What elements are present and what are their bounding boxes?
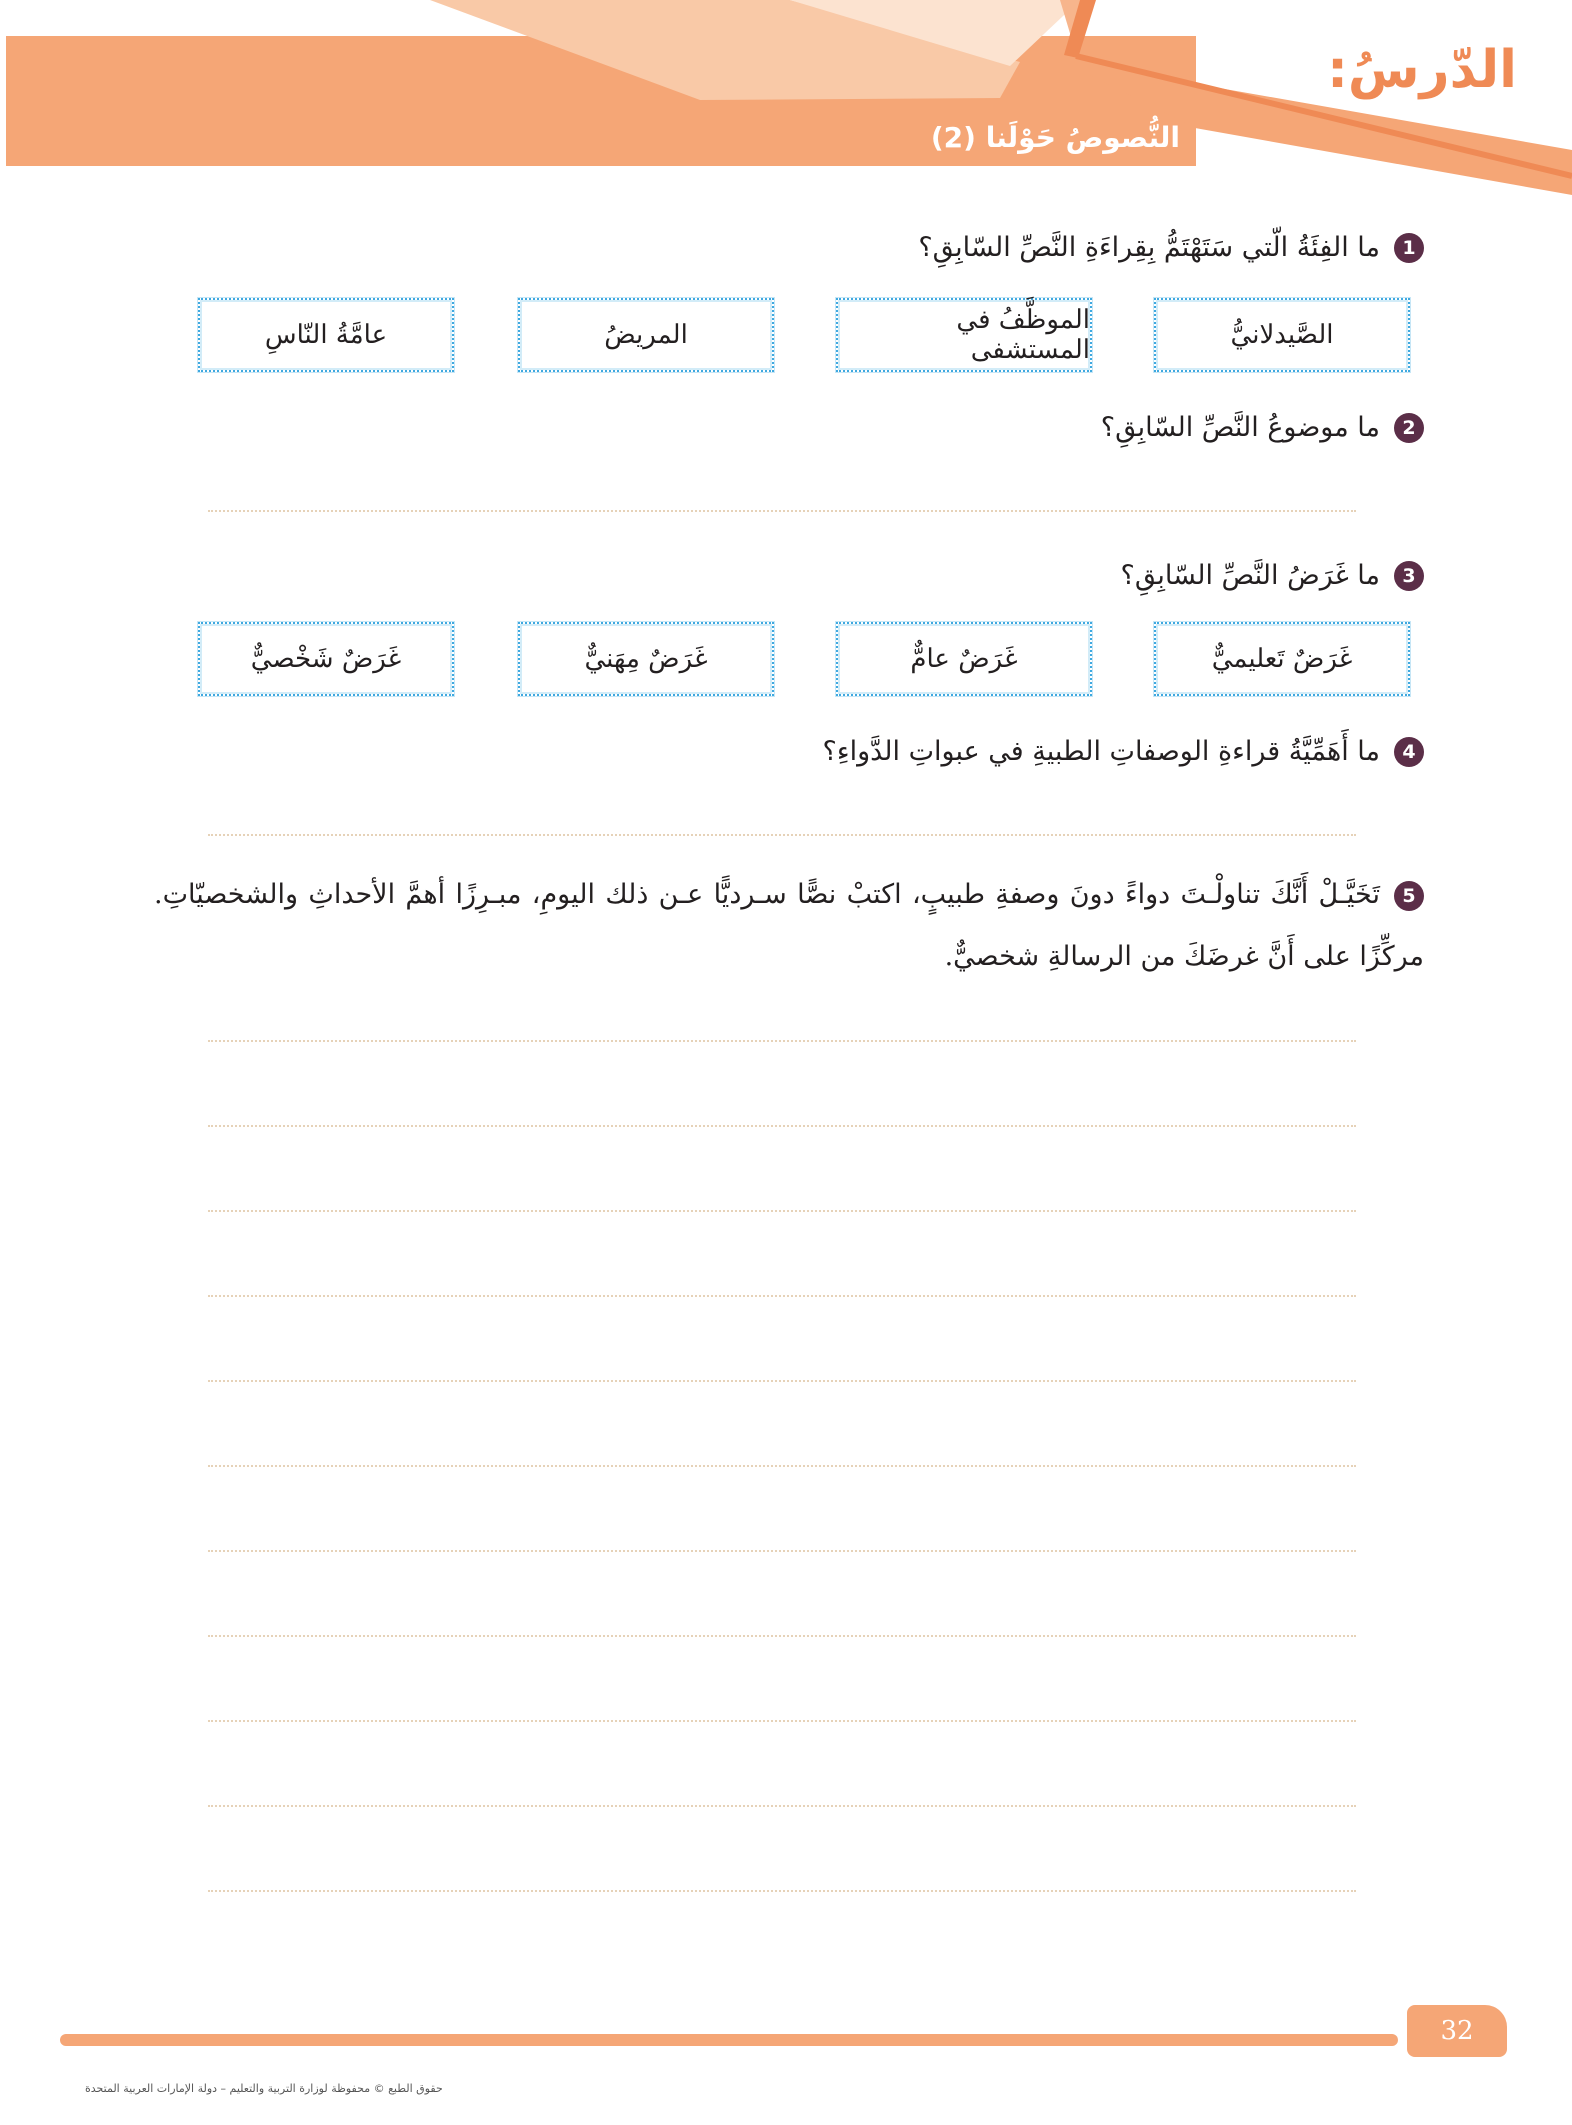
question-5: [154, 864, 1424, 988]
question-text: ما غَرَضُ النَّصِّ السّابِقِ؟: [1120, 560, 1380, 591]
option-general-purpose[interactable]: غَرَضٌ عامٌّ: [836, 622, 1092, 696]
writing-line[interactable]: [208, 1890, 1356, 1892]
writing-line[interactable]: [208, 1720, 1356, 1722]
answer-line[interactable]: [208, 834, 1356, 836]
writing-line[interactable]: [208, 1550, 1356, 1552]
question-number: 1: [1394, 233, 1424, 263]
question-text: ما موضوعُ النَّصِّ السّابِقِ؟: [1100, 412, 1380, 443]
question-number: 3: [1394, 561, 1424, 591]
question-number: 5: [1394, 881, 1424, 911]
question-4: [823, 732, 1424, 772]
option-patient[interactable]: المريضُ: [518, 298, 774, 372]
option-general-public[interactable]: عامَّةُ النّاسِ: [198, 298, 454, 372]
writing-line[interactable]: [208, 1040, 1356, 1042]
question-text: ما أَهَمِّيَّةُ قراءةِ الوصفاتِ الطبيةِ في عبواتِ الدَّواءِ؟: [822, 736, 1380, 767]
writing-line[interactable]: [208, 1210, 1356, 1212]
option-pharmacist[interactable]: الصَّيدلانيُّ: [1154, 298, 1410, 372]
question-3: [1121, 556, 1424, 596]
header-banner: [0, 0, 1572, 200]
option-personal-purpose[interactable]: غَرَضٌ شَخْصيٌّ: [198, 622, 454, 696]
question-number: 2: [1394, 413, 1424, 443]
answer-line[interactable]: [208, 510, 1356, 512]
writing-line[interactable]: [208, 1125, 1356, 1127]
question-number: 4: [1394, 737, 1424, 767]
question-1: [918, 228, 1424, 268]
page-number: 32: [1407, 2005, 1507, 2057]
writing-line[interactable]: [208, 1635, 1356, 1637]
question-text: تَخَيَّـلْ أَنَّكَ تناولْـتَ دواءً دونَ وصفةِ طبيبٍ، اكتبْ نصًّا سـرديًّا عـن ذلك اليومِ، مبـرِزًا أهمَّ الأحداثِ والشخصيّاتِ. مركِّزًا على أَنَّ غرضَكَ من الرسالةِ شخصيٌّ.: [154, 879, 1424, 972]
writing-line[interactable]: [208, 1380, 1356, 1382]
option-professional-purpose[interactable]: غَرَضٌ مِهَنيٌّ: [518, 622, 774, 696]
copyright-note: حقوق الطبع © محفوظة لوزارة التربية والتعليم – دولة الإمارات العربية المتحدة: [85, 2082, 443, 2095]
footer-bar: [60, 2034, 1398, 2046]
writing-line[interactable]: [208, 1465, 1356, 1467]
writing-line[interactable]: [208, 1805, 1356, 1807]
option-educational-purpose[interactable]: غَرَضٌ تَعليميٌّ: [1154, 622, 1410, 696]
question-text: ما الفِئَةُ الّتي سَتَهْتَمُّ بِقِراءَةِ النَّصِّ السّابِقِ؟: [918, 232, 1380, 263]
question-2: [1101, 408, 1424, 448]
writing-line[interactable]: [208, 1295, 1356, 1297]
lesson-title: النُّصوصُ حَوْلَنا (2): [930, 121, 1180, 154]
lesson-label: الدّرسُ:: [1327, 40, 1517, 100]
option-hospital-employee[interactable]: الموظَّفُ في المستشفى: [836, 298, 1092, 372]
